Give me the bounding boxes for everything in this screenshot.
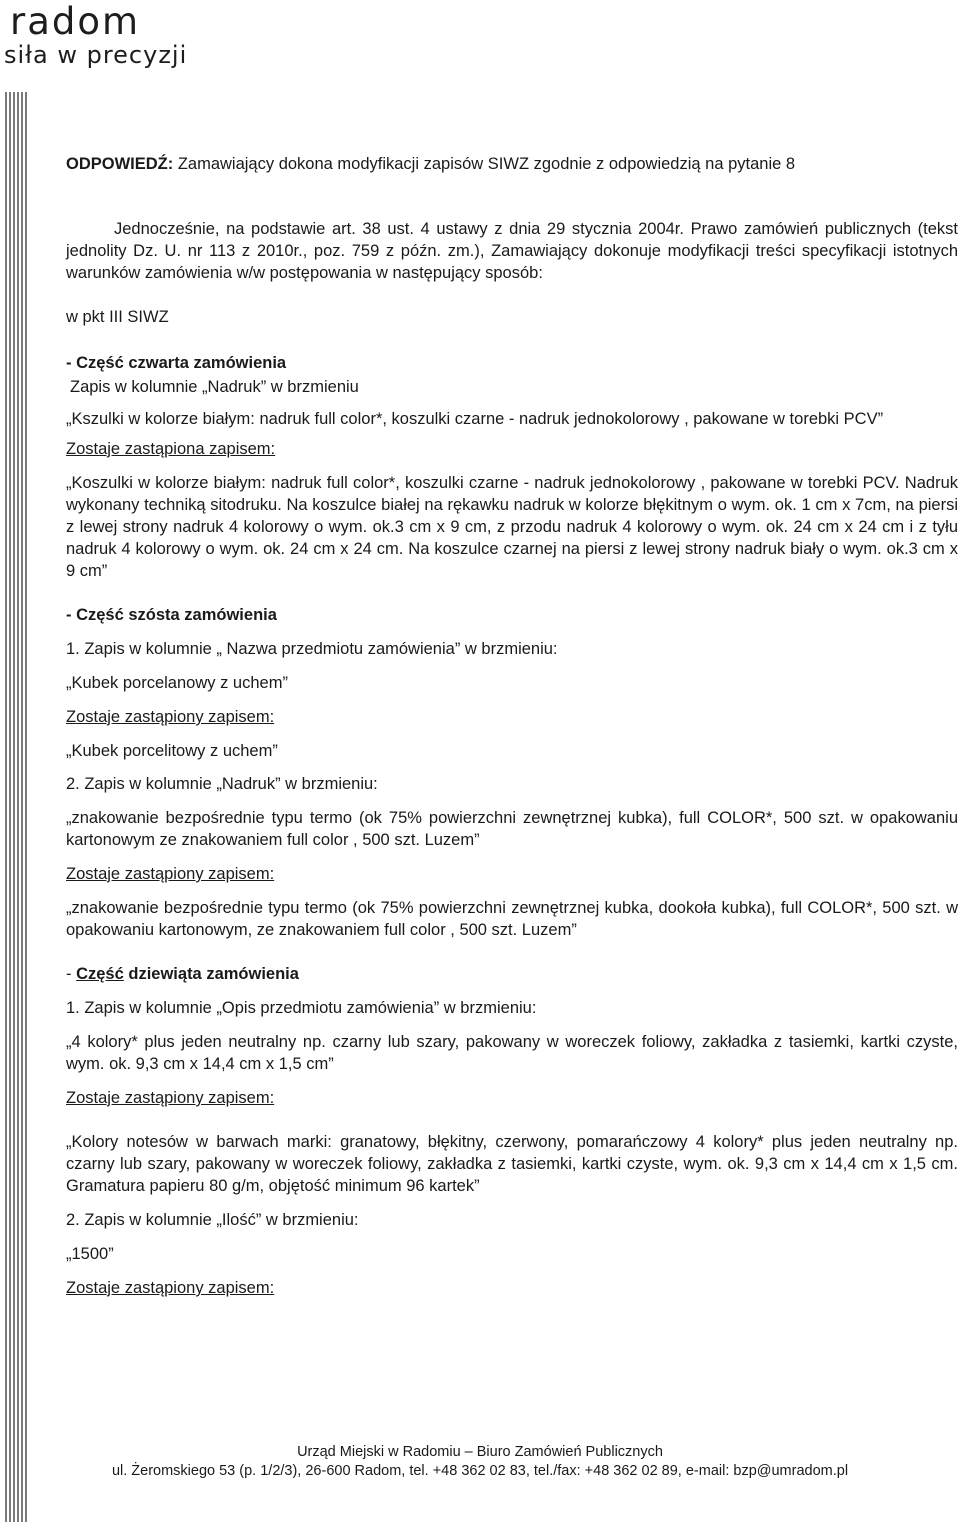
part9-item1-replace-label: Zostaje zastąpiony zapisem: — [66, 1089, 275, 1107]
part4-replace-label: Zostaje zastąpiona zapisem: — [66, 440, 276, 458]
decorative-stripes — [5, 92, 29, 1522]
part4-new-text: „Koszulki w kolorze białym: nadruk full color*, koszulki czarne - nadruk jednokolorowy , pakowane w torebki PCV. Nadruk wykonany techniką sitodruku. Na koszulce białej na rękawku nadruk w kolorze błękitnym o wym. ok. 1 cm x 7cm, na piersi z lewej strony nadruk 4 kolorowy o wym. ok.3 cm x 9 cm, z przodu nadruk 4 kolorowy o wym. ok. 24 cm x 24 cm i z tyłu nadruk 4 kolorowy o wym. ok. 24 cm x 24 cm. Na koszulce czarnej na piersi z lewej strony nadruk biały o wym. ok.3 cm x 9 cm” — [66, 474, 958, 580]
answer-text: Zamawiający dokona modyfikacji zapisów SIWZ zgodnie z odpowiedzią na pytanie 8 — [173, 155, 796, 173]
part9-heading — [66, 963, 958, 985]
answer-label: ODPOWIEDŹ: — [66, 155, 174, 173]
part6-item2: 2. Zapis w kolumnie „Nadruk” w brzmieniu: — [66, 775, 378, 793]
page-footer — [0, 1443, 960, 1481]
part6-heading: - Część szósta zamówienia — [66, 606, 277, 624]
part4-old-text: „Kszulki w kolorze białym: nadruk full color*, koszulki czarne - nadruk jednokolorowy , pakowane w torebki PCV” — [66, 410, 884, 428]
part9-item1-old: „4 kolory* plus jeden neutralny np. czarny lub szary, pakowany w woreczek foliowy, zakładka z tasiemki, kartki czyste, wym. ok. 9,3 cm x 14,4 cm x 1,5 cm” — [66, 1033, 958, 1073]
part6-item1-new: „Kubek porcelitowy z uchem” — [66, 742, 278, 760]
part6-item1: 1. Zapis w kolumnie „ Nazwa przedmiotu zamówienia” w brzmieniu: — [66, 640, 558, 658]
part6-item2-new: „znakowanie bezpośrednie typu termo (ok 75% powierzchni zewnętrznej kubka, dookoła kubka), full COLOR*, 500 szt. w opakowaniu kartonowym, ze znakowaniem full color , 500 szt. Luzem” — [66, 899, 958, 939]
part9-heading-rest: dziewiąta zamówienia — [123, 965, 299, 983]
part4-heading: - Część czwarta zamówienia — [66, 354, 287, 372]
part9-item1: 1. Zapis w kolumnie „Opis przedmiotu zamówienia” w brzmieniu: — [66, 999, 537, 1017]
part9-item2: 2. Zapis w kolumnie „Ilość” w brzmieniu: — [66, 1211, 359, 1229]
footer-office: Urząd Miejski w Radomiu – Biuro Zamówień Publicznych — [297, 1444, 663, 1460]
part9-item2-replace-label: Zostaje zastąpiony zapisem: — [66, 1279, 275, 1297]
document-body — [66, 153, 958, 1299]
logo-tagline: siła w precyzji — [4, 41, 188, 69]
answer-paragraph — [66, 153, 958, 175]
section-reference: w pkt III SIWZ — [66, 308, 169, 326]
part9-item2-old: „1500” — [66, 1245, 114, 1263]
part6-item2-old: „znakowanie bezpośrednie typu termo (ok 75% powierzchni zewnętrznej kubka), full COLOR*, 500 szt. w opakowaniu kartonowym ze znakowaniem full color , 500 szt. Luzem” — [66, 809, 958, 849]
part9-heading-prefix: - — [66, 965, 77, 983]
part9-item1-new: „Kolory notesów w barwach marki: granatowy, błękitny, czerwony, pomarańczowy 4 kolory* plus jeden neutralny np. czarny lub szary, pakowany w woreczek foliowy, zakładka z tasiemki, kartki czyste, wym. ok. 9,3 cm x 14,4 cm x 1,5 cm. Gramatura papieru 80 g/m, objętość minimum 96 kartek” — [66, 1133, 958, 1195]
logo — [4, 0, 204, 69]
intro-paragraph: Jednocześnie, na podstawie art. 38 ust. 4 ustawy z dnia 29 stycznia 2004r. Prawo zamówień publicznych (tekst jednolity Dz. U. nr 113 z 2010r., poz. 759 z późn. zm.), Zamawiający dokonuje modyfikacji treści specyfikacji istotnych warunków zamówienia w/w postępowania w następujący sposób: — [66, 220, 958, 282]
logo-wordmark: radom — [10, 0, 141, 43]
part6-item1-replace-label: Zostaje zastąpiony zapisem: — [66, 708, 275, 726]
part9-heading-underlined: Część — [76, 965, 124, 983]
part4-line1: Zapis w kolumnie „Nadruk” w brzmieniu — [70, 378, 359, 396]
part6-item2-replace-label: Zostaje zastąpiony zapisem: — [66, 865, 275, 883]
part6-item1-old: „Kubek porcelanowy z uchem” — [66, 674, 288, 692]
footer-address: ul. Żeromskiego 53 (p. 1/2/3), 26-600 Radom, tel. +48 362 02 83, tel./fax: +48 362 02 89, e-mail: bzp@umradom.pl — [111, 1463, 849, 1479]
